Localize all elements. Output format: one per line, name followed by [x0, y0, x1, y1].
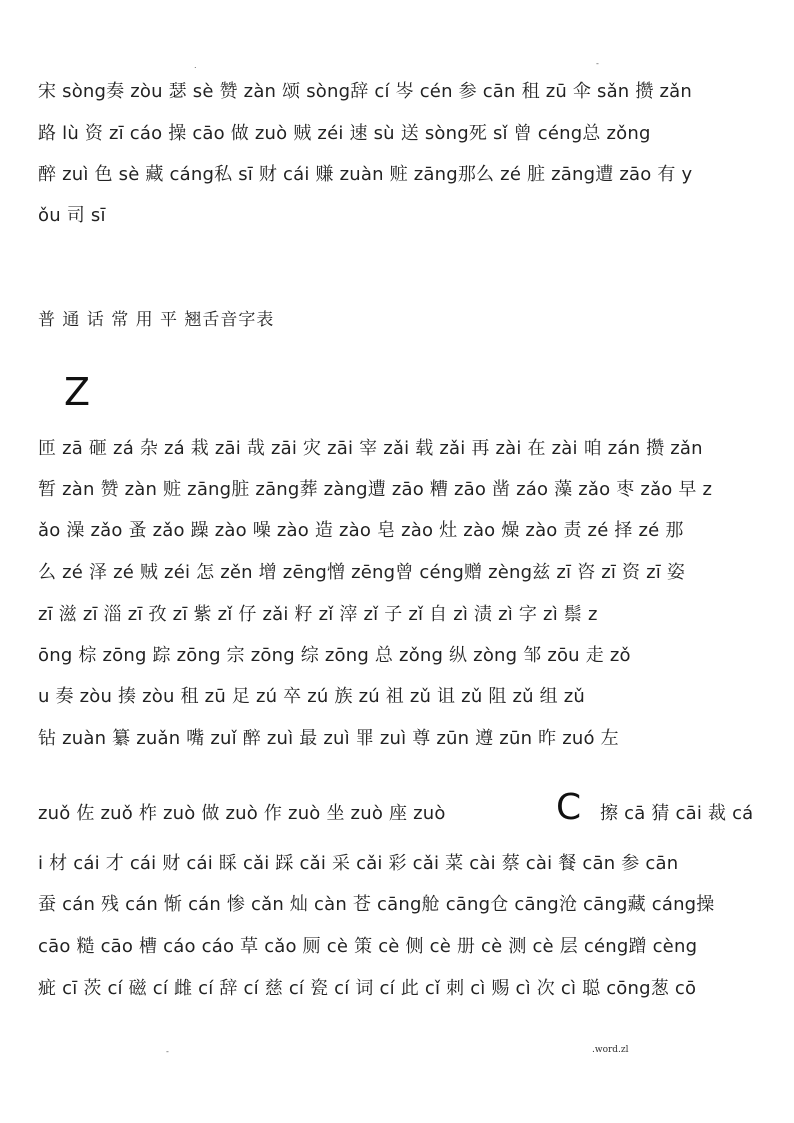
- z-line-7: u 奏 zòu 揍 zòu 租 zū 足 zú 卒 zú 族 zú 祖 zǔ 诅 zǔ 阻 zǔ 组 zǔ: [38, 686, 586, 707]
- c-line-before: zuǒ 佐 zuǒ 柞 zuò 做 zuò 作 zuò 坐 zuò 座 zuò: [38, 803, 446, 824]
- letter-c-heading: C: [556, 787, 582, 828]
- z-line-5: zī 滋 zī 淄 zī 孜 zī 紫 zǐ 仔 zǎi 籽 zǐ 滓 zǐ 子 zǐ 自 zì 渍 zì 字 zì 鬃 z: [38, 604, 598, 625]
- z-line-8: 钻 zuàn 纂 zuǎn 嘴 zuǐ 醉 zuì 最 zuì 罪 zuì 尊 zūn 遵 zūn 昨 zuó 左: [38, 728, 619, 749]
- z-line-3: ǎo 澡 zǎo 蚤 zǎo 躁 zào 噪 zào 造 zào 皂 zào 灶 zào 燥 zào 责 zé 择 zé 那: [38, 520, 684, 541]
- letter-z-heading: Z: [64, 370, 91, 414]
- section-title: 普 通 话 常 用 平 翘舌音字表: [38, 310, 275, 330]
- header-dot-left: .: [194, 61, 197, 70]
- intro-line-2: 路 lù 资 zī cáo 操 cāo 做 zuò 贼 zéi 速 sù 送 sòng死 sǐ 曾 céng总 zǒng: [38, 123, 651, 144]
- c-line-3: cāo 糙 cāo 槽 cáo cáo 草 cǎo 厕 cè 策 cè 侧 cè 册 cè 测 cè 层 céng蹭 cèng: [38, 936, 698, 957]
- c-line-1: i 材 cái 才 cái 财 cái 睬 cǎi 踩 cǎi 采 cǎi 彩 cǎi 菜 cài 蔡 cài 餐 cān 参 cān: [38, 853, 679, 874]
- z-line-4: 么 zé 泽 zé 贼 zéi 怎 zěn 增 zēng憎 zēng曾 céng赠 zèng兹 zī 咨 zī 资 zī 姿: [38, 562, 686, 583]
- intro-line-1: 宋 sòng奏 zòu 瑟 sè 赞 zàn 颂 sòng辞 cí 岑 cén 参 cān 租 zū 伞 sǎn 攒 zǎn: [38, 81, 692, 102]
- intro-line-4: ǒu 司 sī: [38, 205, 106, 226]
- z-line-1: 匝 zā 砸 zá 杂 zá 栽 zāi 哉 zāi 灾 zāi 宰 zǎi 载 zǎi 再 zài 在 zài 咱 zán 攒 zǎn: [38, 438, 703, 459]
- c-line-4: 疵 cī 茨 cí 磁 cí 雌 cí 辞 cí 慈 cí 瓷 cí 词 cí 此 cǐ 刺 cì 赐 cì 次 cì 聪 cōng葱 cō: [38, 978, 697, 999]
- c-line-2: 蚕 cán 残 cán 惭 cán 惨 cǎn 灿 càn 苍 cāng舱 cāng仓 cāng沧 cāng藏 cáng操: [38, 894, 715, 915]
- footer-left-mark: -: [166, 1047, 169, 1056]
- header-dot-right: -: [596, 59, 599, 68]
- intro-line-3: 醉 zuì 色 sè 藏 cáng私 sī 财 cái 赚 zuàn 赃 zāng那么 zé 脏 zāng遭 zāo 有 y: [38, 164, 693, 185]
- z-line-2: 暂 zàn 赞 zàn 赃 zāng脏 zāng葬 zàng遭 zāo 糟 zāo 凿 záo 藻 zǎo 枣 zǎo 早 z: [38, 479, 713, 500]
- z-line-6: ōng 棕 zōng 踪 zōng 宗 zōng 综 zōng 总 zǒng 纵 zòng 邹 zōu 走 zǒ: [38, 645, 631, 666]
- c-line-after: 擦 cā 猜 cāi 裁 cá: [600, 803, 754, 824]
- footer-right-text: .word.zl: [592, 1045, 629, 1055]
